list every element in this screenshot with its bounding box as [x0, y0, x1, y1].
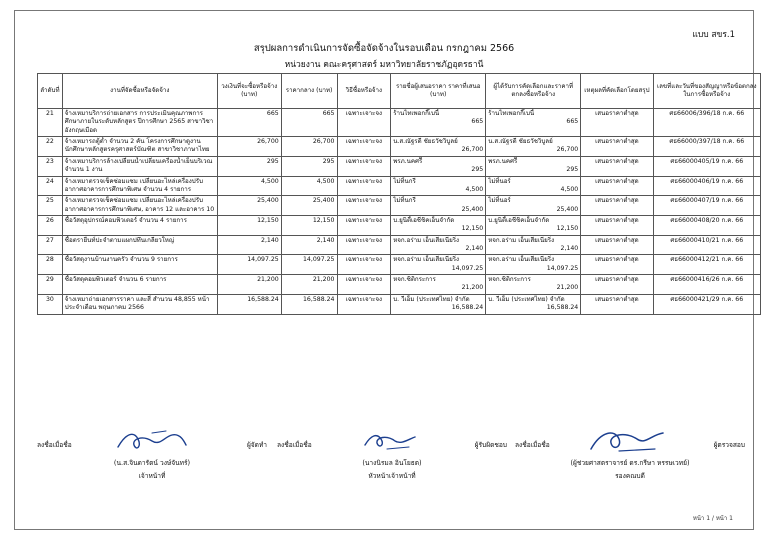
- cell-work: ซื้อวัสดุคอมพิวเตอร์ จำนวน 6 รายการ: [62, 275, 217, 295]
- selected-name: พรภ.นคศรีี: [488, 157, 518, 165]
- cell-method: เฉพาะเจาะจง: [337, 156, 391, 176]
- cell-no: 24: [38, 176, 63, 196]
- table-row: [38, 196, 761, 216]
- proposer-name: พรภ.นคศรีี: [393, 157, 423, 165]
- cell-work: ซื้อวัสดุงานบ้านงานครัว จำนวน 9 รายการ: [62, 255, 217, 275]
- selected-amount: 25,400: [556, 205, 579, 213]
- selected-amount: 2,140: [560, 245, 579, 253]
- cell-reason: เสนอราคาต่ำสุด: [581, 294, 653, 314]
- cell-no: 28: [38, 255, 63, 275]
- cell-price: 25,400: [281, 196, 337, 216]
- cell-method: เฉพาะเจาะจง: [337, 109, 391, 137]
- table-body: [38, 109, 761, 315]
- cell-proposer: [391, 176, 486, 196]
- selected-name: ร้านไทเพอกกี๊เบนี้: [488, 110, 535, 117]
- cell-price: 4,500: [281, 176, 337, 196]
- cell-reason: เสนอราคาต่ำสุด: [581, 235, 653, 255]
- cell-selected: [486, 196, 581, 216]
- signature-area: [37, 431, 745, 511]
- signature-name: (นางนิรมล อินโยธต): [362, 459, 422, 467]
- signature-trail-label: ผู้ตรวจสอบ: [713, 441, 745, 449]
- table-header-row: [38, 74, 761, 109]
- cell-selected: [486, 109, 581, 137]
- cell-budget: 4,500: [217, 176, 281, 196]
- signature-block-preparer: [37, 431, 267, 481]
- selected-name: หจก.อร่าม เอ็นเสียเนียริ่ง: [488, 256, 555, 264]
- cell-contract: ศธ66000/397/18 ก.ค. 66: [653, 137, 760, 157]
- signature-trail-label: ผู้จัดทำ: [246, 441, 267, 449]
- col-proposers: รายชื่อผู้เสนอราคา ราคาที่เสนอ (บาท): [391, 74, 486, 109]
- cell-work: จ้างเหมาตรวจเช็คซ่อมแซม เปลี่ยนอะไหล่เครื่องปรับอากาศอาคารการศึกษาพิเศษ จำนวน 4 รายการ: [62, 176, 217, 196]
- proposer-amount: 14,097.25: [451, 264, 484, 272]
- cell-work: ซื้อตรายืนท์ปะจำตามแผกปทึนเกลียวใหญ่: [62, 235, 217, 255]
- proposer-name: บ.ยูนิตี้เอชีชิคเอ็นจำกัด: [393, 216, 455, 224]
- proposer-amount: 16,588.24: [451, 304, 484, 312]
- selected-name: บ.ยูนิตี้เอชีชิคเอ็นจำกัด: [488, 216, 550, 224]
- signature-role: หัวหน้าเจ้าหน้าที่: [368, 472, 416, 480]
- col-price: ราคากลาง (บาท): [281, 74, 337, 109]
- cell-contract: ศธ66000410/21 ก.ค. 66: [653, 235, 760, 255]
- selected-name: บ. วีเอ็ม (ประเทศไทย) จำกัด: [488, 295, 565, 303]
- proposer-amount: 665: [471, 118, 484, 126]
- cell-work: จ้างเหมารถตู้ด้ำ จำนวน 2 คัน โครงการศึกษาดูงานนักศึกษาหลักสูตรครุศาสตร์บัณฑิต สาขาวิชาภาษาไทย: [62, 137, 217, 157]
- selected-amount: 665: [566, 118, 579, 126]
- cell-reason: เสนอราคาต่ำสุด: [581, 156, 653, 176]
- procurement-table: [37, 73, 761, 315]
- cell-no: 26: [38, 215, 63, 235]
- cell-proposer: [391, 275, 486, 295]
- cell-reason: เสนอราคาต่ำสุด: [581, 137, 653, 157]
- col-work: งานที่จัดซื้อหรือจัดจ้าง: [62, 74, 217, 109]
- signature-trail-label: ผู้รับผิดชอบ: [474, 441, 507, 449]
- cell-work: จ้างเหมาถ่ายเอกสารราคา และสี่ สำนวน 48,855 หน้า ประจำเดือน พฤษภาคม 2566: [62, 294, 217, 314]
- cell-reason: เสนอราคาต่ำสุด: [581, 176, 653, 196]
- table-row: [38, 156, 761, 176]
- cell-contract: ศธ66000421/29 ก.ค. 66: [653, 294, 760, 314]
- cell-proposer: [391, 109, 486, 137]
- cell-no: 25: [38, 196, 63, 216]
- cell-contract: ศธ66000405/19 ก.ค. 66: [653, 156, 760, 176]
- cell-contract: ศธ66000416/26 ก.ค. 66: [653, 275, 760, 295]
- table-row: [38, 255, 761, 275]
- proposer-name: ร้านไทเพอกกี๊เบนี้: [393, 110, 440, 117]
- signature-name: (ผู้ช่วยศาสตราจารย์ ดร.กรีษา หรรษเวทย์): [570, 459, 690, 467]
- signature-block-verifier: [515, 431, 745, 481]
- cell-budget: 12,150: [217, 215, 281, 235]
- cell-selected: [486, 275, 581, 295]
- proposer-name: น.ส.ณัฐรดี ชัยธวัชวิบูลย์: [393, 138, 458, 146]
- proposer-amount: 12,150: [461, 225, 484, 233]
- cell-budget: 26,700: [217, 137, 281, 157]
- cell-contract: ศธ66000412/21 ก.ค. 66: [653, 255, 760, 275]
- cell-method: เฉพาะเจาะจง: [337, 215, 391, 235]
- table-row: [38, 109, 761, 137]
- cell-no: 29: [38, 275, 63, 295]
- table-row: [38, 215, 761, 235]
- col-method: วิธีซื้อหรือจ้าง: [337, 74, 391, 109]
- cell-work: จ้างเหมาบริการล้างเปลี่ยนน้ำเปลี่ยนเครื่องน้ำเย็นบริเวณ จำนวน 1 งาน: [62, 156, 217, 176]
- cell-work: จ้างเหมาตรวจเช็คซ่อมแซม เปลี่ยนอะไหล่เครื่องปรับอากาศอาคารการศึกษาพิเศษ, อาคาร 12 และอาคาร 10: [62, 196, 217, 216]
- cell-proposer: [391, 196, 486, 216]
- page-footer: หน้า 1 / หน้า 1: [692, 515, 733, 522]
- cell-contract: ศธ66000407/19 ก.ค. 66: [653, 196, 760, 216]
- signature-lead-label: ลงชื่อเมื่อชื่อ: [37, 441, 72, 449]
- signature-lead-label: ลงชื่อเมื่อชื่อ: [277, 441, 312, 449]
- cell-proposer: [391, 215, 486, 235]
- selected-name: น.ส.ณัฐรดี ชัยธวัชวิบูลย์: [488, 138, 553, 146]
- cell-method: เฉพาะเจาะจง: [337, 137, 391, 157]
- cell-proposer: [391, 137, 486, 157]
- col-budget: วงเงินที่จะซื้อหรือจ้าง (บาท): [217, 74, 281, 109]
- cell-price: 26,700: [281, 137, 337, 157]
- selected-name: หจก.อร่าม เอ็นเสียเนียริ่ง: [488, 236, 555, 244]
- proposer-amount: 2,140: [465, 245, 484, 253]
- handwritten-signature-icon: [515, 431, 745, 457]
- cell-selected: [486, 235, 581, 255]
- cell-price: 16,588.24: [281, 294, 337, 314]
- proposer-amount: 26,700: [461, 146, 484, 154]
- document-title: สรุปผลการดำเนินการจัดซื้อจัดจ้างในรอบเดือน กรกฎาคม 2566: [253, 43, 515, 54]
- proposer-amount: 21,200: [461, 284, 484, 292]
- cell-contract: ศธ66000406/19 ก.ค. 66: [653, 176, 760, 196]
- cell-no: 21: [38, 109, 63, 137]
- cell-price: 14,097.25: [281, 255, 337, 275]
- proposer-name: บ. วีเอ็ม (ประเทศไทย) จำกัด: [393, 295, 470, 303]
- selected-amount: 14,097.25: [546, 264, 579, 272]
- cell-selected: [486, 137, 581, 157]
- selected-amount: 21,200: [556, 284, 579, 292]
- cell-no: 23: [38, 156, 63, 176]
- cell-contract: ศธ66006/396/18 ก.ค. 66: [653, 109, 760, 137]
- cell-work: จ้างเหมาบริการถ่ายเอกสาร การประเมินคุณภาพการศึกษาภายในระดับหลักสูตร ปีการศึกษา 2565 สาขาวิชาอังกฤษเมือด: [62, 109, 217, 137]
- cell-price: 21,200: [281, 275, 337, 295]
- signature-role: เจ้าหน้าที่: [138, 472, 166, 480]
- cell-budget: 14,097.25: [217, 255, 281, 275]
- proposer-name: ไม่ทิ้นกรี: [393, 197, 416, 205]
- cell-budget: 665: [217, 109, 281, 137]
- cell-reason: เสนอราคาต่ำสุด: [581, 215, 653, 235]
- cell-reason: เสนอราคาต่ำสุด: [581, 255, 653, 275]
- cell-no: 27: [38, 235, 63, 255]
- cell-method: เฉพาะเจาะจง: [337, 235, 391, 255]
- cell-method: เฉพาะเจาะจง: [337, 255, 391, 275]
- handwritten-signature-icon: [277, 431, 507, 457]
- selected-amount: 4,500: [560, 185, 579, 193]
- cell-proposer: [391, 235, 486, 255]
- table-row: [38, 294, 761, 314]
- cell-selected: [486, 294, 581, 314]
- cell-price: 295: [281, 156, 337, 176]
- col-contract: เลขที่และวันที่ของสัญญาหรือข้อตกลงในการซื้อหรือจ้าง: [653, 74, 760, 109]
- cell-method: เฉพาะเจาะจง: [337, 275, 391, 295]
- selected-name: หจก.ซิติกระการ: [488, 276, 531, 284]
- cell-method: เฉพาะเจาะจง: [337, 294, 391, 314]
- cell-proposer: [391, 294, 486, 314]
- selected-amount: 26,700: [556, 146, 579, 154]
- table-row: [38, 137, 761, 157]
- selected-name: ไม่ทิ้นอร์: [488, 177, 511, 185]
- signature-lead-label: ลงชื่อเมื่อชื่อ: [515, 441, 550, 449]
- table-row: [38, 275, 761, 295]
- cell-budget: 25,400: [217, 196, 281, 216]
- selected-amount: 16,588.24: [546, 304, 579, 312]
- document-sheet: [14, 10, 757, 530]
- table-row: [38, 176, 761, 196]
- proposer-name: ไม่ทิ้นกรี: [393, 177, 416, 185]
- cell-reason: เสนอราคาต่ำสุด: [581, 109, 653, 137]
- handwritten-signature-icon: [37, 431, 267, 457]
- cell-method: เฉพาะเจาะจง: [337, 176, 391, 196]
- selected-name: ไม่ทิ้นอร์: [488, 197, 511, 205]
- cell-budget: 2,140: [217, 235, 281, 255]
- cell-price: 665: [281, 109, 337, 137]
- cell-price: 12,150: [281, 215, 337, 235]
- proposer-name: หจก.อร่าม เอ็นเสียเนียริ่ง: [393, 256, 460, 264]
- form-code: แบบ สขร.1: [692, 30, 735, 40]
- signature-role: รองคณบดี: [615, 472, 645, 480]
- cell-reason: เสนอราคาต่ำสุด: [581, 196, 653, 216]
- proposer-amount: 295: [471, 166, 484, 174]
- cell-proposer: [391, 255, 486, 275]
- cell-work: ซื้อวัสดุอุปกรณ์คอมพิวเตอร์ จำนวน 4 รายการ: [62, 215, 217, 235]
- cell-budget: 21,200: [217, 275, 281, 295]
- cell-budget: 295: [217, 156, 281, 176]
- selected-amount: 12,150: [556, 225, 579, 233]
- cell-no: 22: [38, 137, 63, 157]
- proposer-amount: 4,500: [465, 185, 484, 193]
- proposer-name: หจก.อร่าม เอ็นเสียเนียริ่ง: [393, 236, 460, 244]
- proposer-name: หจก.ซิติกระการ: [393, 276, 436, 284]
- cell-contract: ศธ66000408/20 ก.ค. 66: [653, 215, 760, 235]
- col-no: ลำดับที่: [38, 74, 63, 109]
- cell-budget: 16,588.24: [217, 294, 281, 314]
- cell-selected: [486, 215, 581, 235]
- cell-method: เฉพาะเจาะจง: [337, 196, 391, 216]
- cell-price: 2,140: [281, 235, 337, 255]
- cell-selected: [486, 156, 581, 176]
- cell-no: 30: [38, 294, 63, 314]
- cell-proposer: [391, 156, 486, 176]
- col-selected: ผู้ได้รับการคัดเลือกและราคาที่ตกลงซื้อหรือจ้าง: [486, 74, 581, 109]
- table-row: [38, 235, 761, 255]
- document-subtitle: หน่วยงาน คณะครุศาสตร์ มหาวิทยาลัยราชภัฏอุดรธานี: [284, 60, 484, 70]
- cell-reason: เสนอราคาต่ำสุด: [581, 275, 653, 295]
- signature-name: (น.ส.จินดารัตน์ วงษ์จันทร์): [113, 459, 191, 467]
- selected-amount: 295: [566, 166, 579, 174]
- signature-block-responsible: [277, 431, 507, 481]
- col-reason: เหตุผลที่คัดเลือกโดยสรุป: [581, 74, 653, 109]
- proposer-amount: 25,400: [461, 205, 484, 213]
- cell-selected: [486, 255, 581, 275]
- cell-selected: [486, 176, 581, 196]
